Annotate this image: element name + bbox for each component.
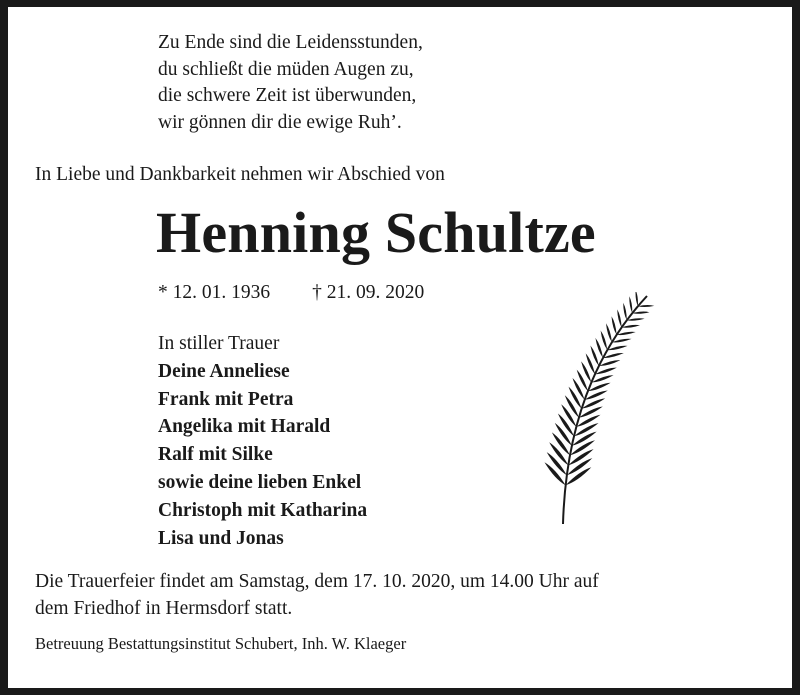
poem-line: die schwere Zeit ist überwunden,	[158, 85, 417, 106]
mourner-name: Lisa und Jonas	[158, 527, 284, 549]
mourners-heading: In stiller Trauer	[158, 333, 280, 354]
ceremony-line: Die Trauerfeier findet am Samstag, dem 17. 10. 2020, um 14.00 Uhr auf	[35, 571, 599, 592]
poem-line: Zu Ende sind die Leidensstunden,	[158, 32, 423, 53]
deceased-name: Henning Schultze	[156, 200, 596, 265]
farewell-intro: In Liebe und Dankbarkeit nehmen wir Abschied von	[35, 164, 445, 185]
mourner-name: Frank mit Petra	[158, 388, 294, 410]
funeral-service-credit: Betreuung Bestattungsinstitut Schubert, Inh. W. Klaeger	[35, 634, 407, 653]
ceremony-line: dem Friedhof in Hermsdorf statt.	[35, 598, 293, 619]
death-date: † 21. 09. 2020	[312, 282, 425, 303]
poem-line: wir gönnen dir die ewige Ruh’.	[158, 111, 402, 133]
mourners-list	[158, 330, 367, 552]
palm-frond-icon	[525, 292, 655, 530]
mourner-name: Angelika mit Harald	[158, 416, 331, 438]
memorial-poem	[158, 30, 423, 136]
ceremony-notice	[35, 568, 775, 622]
poem-line: du schließt die müden Augen zu,	[158, 58, 414, 80]
mourner-name: Deine Anneliese	[158, 360, 290, 382]
life-dates	[158, 282, 424, 304]
mourner-name: Ralf mit Silke	[158, 444, 273, 466]
birth-date: * 12. 01. 1936	[158, 282, 271, 303]
mourner-name: Christoph mit Katharina	[158, 499, 368, 521]
mourner-name: sowie deine lieben Enkel	[158, 471, 362, 493]
